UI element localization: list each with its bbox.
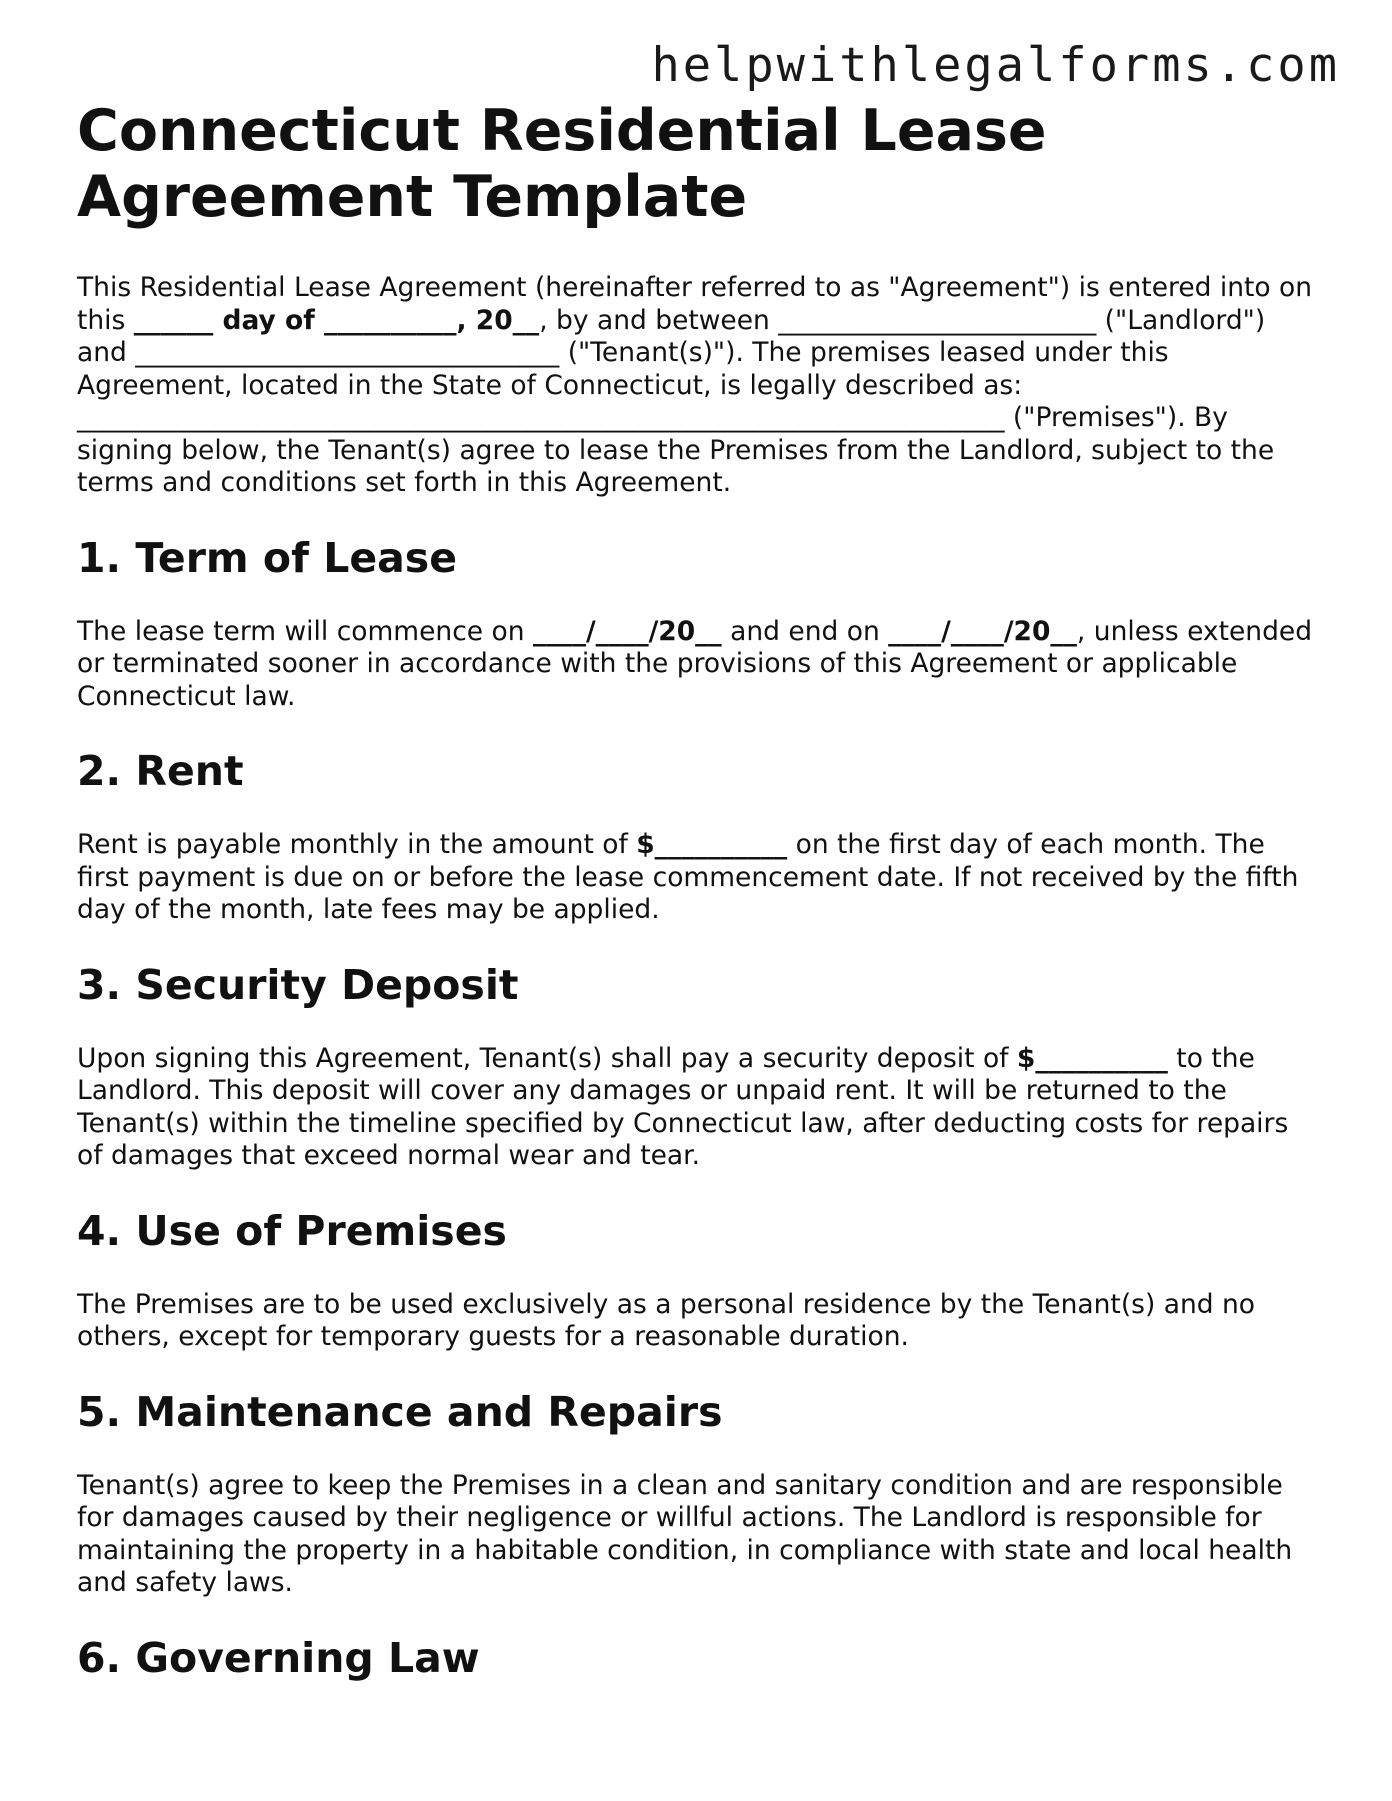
end-date-blank: ____/____/20__ [888,615,1077,647]
term-text-2: and end on [721,615,889,647]
site-watermark: helpwithlegalforms.com [651,38,1340,93]
document-title: Connecticut Residential Lease Agreement Template [77,98,1047,230]
term-text-1: The lease term will commence on [77,615,533,647]
section-term-of-lease [77,534,1317,714]
section-paragraph: Tenant(s) agree to keep the Premises in a clean and sanitary condition and are responsible for damages caused by their negligence or willful actions. The Landlord is responsible for maintaining the property in a habitable condition, in compliance with state and local health and safety laws. [77,1469,1293,1598]
section-paragraph: The Premises are to be used exclusively as a personal residence by the Tenant(s) and no others, except for temporary guests for a reasonable duration. [77,1288,1256,1352]
section-rent [77,747,1317,927]
term-text-3: , unless extended or terminated sooner in accordance with the provisions of this Agreement or applicable Connecticut law. [77,615,1313,712]
section-paragraph [77,1043,1317,1173]
section-heading: 2. Rent [77,747,244,795]
intro-text-1: This Residential Lease Agreement (hereinafter referred to as "Agreement") is entered into on this [77,272,1313,336]
deposit-text-2: to the Landlord. This deposit will cover any damages or unpaid rent. It will be returned to the Tenant(s) within the timeline specified by Connecticut law, after deducting costs for repairs of damages that exceed normal wear and tear. [77,1042,1289,1171]
section-paragraph [77,616,1317,714]
deposit-text-1: Upon signing this Agreement, Tenant(s) shall pay a security deposit of [77,1042,1017,1074]
intro-paragraph [77,272,1317,500]
start-date-blank: ____/____/20__ [532,615,722,647]
section-heading: 4. Use of Premises [77,1206,507,1255]
rent-text-2: on the first day of each month. The first payment is due on or before the lease commencement date. If not received by the fifth day of the month, late fees may be applied. [77,829,1299,925]
section-paragraph [77,829,1317,927]
document-body [77,98,1317,1716]
section-governing-law [77,1634,1317,1682]
section-maintenance-and-repairs [77,1388,1317,1600]
section-security-deposit [77,961,1317,1173]
rent-amount-blank: $__________ [636,829,788,860]
section-heading: 6. Governing Law [77,1633,480,1682]
intro-date-blank: ______ day of __________, 20__ [133,304,540,336]
section-heading: 1. Term of Lease [77,533,458,582]
deposit-amount-blank: $__________ [1016,1042,1168,1074]
rent-text-1: Rent is payable monthly in the amount of [77,829,637,860]
section-heading: 5. Maintenance and Repairs [77,1387,723,1436]
section-heading: 3. Security Deposit [77,960,519,1009]
intro-text-2: , by and between ________________________ ("Landlord") and ________________________________ ("Tenant(s)"). The premises leased under this Agreement, located in the State of Connecticut, is legally described as: ______________________________________________________________________ ("Premises"). By signing below, the Tenant(s) agree to lease the Premises from the Landlord, subject to the terms and conditions set forth in this Agreement. [77,304,1275,498]
section-use-of-premises [77,1207,1317,1354]
